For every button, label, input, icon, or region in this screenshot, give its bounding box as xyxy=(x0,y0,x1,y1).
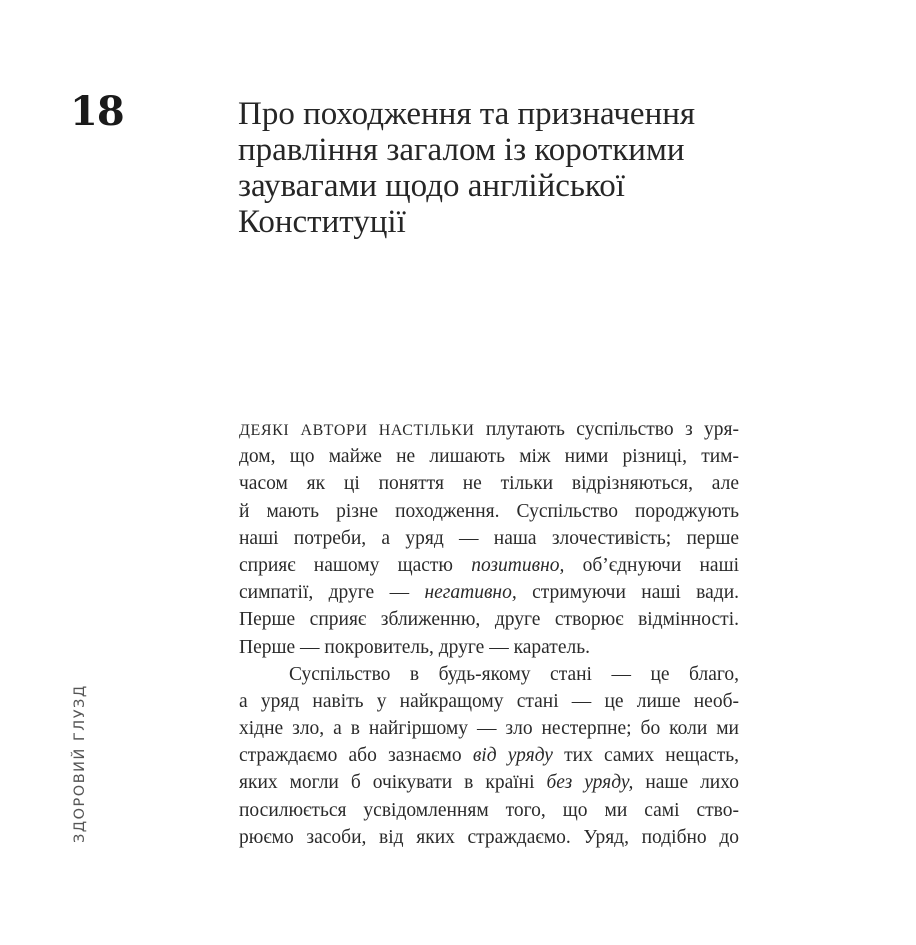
chapter-title-line: правління загалом із короткими xyxy=(238,132,685,168)
text-fragment: об’єднуючи наші xyxy=(564,554,740,576)
text-line: наші потреби, а уряд — наша злочестивість; перше xyxy=(239,527,739,549)
text-line: часом як ці поняття не тільки відрізняються, але xyxy=(239,473,739,495)
small-caps-lead: ДЕЯКІ АВТОРИ НАСТІЛЬКИ xyxy=(239,422,475,439)
text-line: рюємо засоби, від яких страждаємо. Уряд, подібно до xyxy=(239,826,739,848)
text-fragment: страждаємо або зазнаємо xyxy=(239,745,473,767)
text-line xyxy=(239,742,739,769)
text-line xyxy=(239,579,739,606)
text-line: й мають різне походження. Суспільство породжують xyxy=(239,500,739,522)
text-fragment: тих самих нещасть, xyxy=(552,745,739,767)
chapter-title-line: заувагами щодо англійської xyxy=(238,168,625,204)
running-head: ЗДОРОВИЙ ГЛУЗД xyxy=(72,684,88,843)
emphasis: позитивно, xyxy=(471,554,565,576)
chapter-title-line: Конституції xyxy=(238,204,406,240)
emphasis: негативно, xyxy=(424,582,517,604)
text-fragment: плутають суспільство з уря- xyxy=(474,419,739,440)
text-line: дом, що майже не лишають між ними різниці, тим- xyxy=(239,446,739,468)
text-fragment: стримуючи наші вади. xyxy=(516,582,740,604)
text-fragment: наше лихо xyxy=(633,772,739,794)
text-line: Перше сприяє зближенню, друге створює відмінності. xyxy=(239,609,739,631)
text-line: Перше — покровитель, друге — каратель. xyxy=(239,636,590,658)
body-text xyxy=(239,416,739,851)
text-line xyxy=(239,416,739,443)
text-fragment: сприяє нашому щастю xyxy=(239,554,472,576)
text-fragment: яких могли б очікувати в країні xyxy=(239,772,547,794)
emphasis: від уряду xyxy=(472,745,553,767)
text-line: хідне зло, а в найгіршому — зло нестерпне; бо коли ми xyxy=(239,718,739,740)
text-line xyxy=(239,769,739,796)
page-number: 18 xyxy=(70,88,124,135)
text-line: а уряд навіть у найкращому стані — це лише необ- xyxy=(239,690,739,712)
text-line: посилюється усвідомленням того, що ми самі ство- xyxy=(239,799,739,821)
text-fragment: симпатії, друге — xyxy=(239,582,425,604)
text-line xyxy=(239,552,739,579)
emphasis: без уряду, xyxy=(546,772,634,794)
text-line: Суспільство в будь-якому стані — це благо, xyxy=(289,663,739,685)
chapter-title-line: Про походження та призначення xyxy=(238,96,696,132)
chapter-title xyxy=(238,96,758,240)
